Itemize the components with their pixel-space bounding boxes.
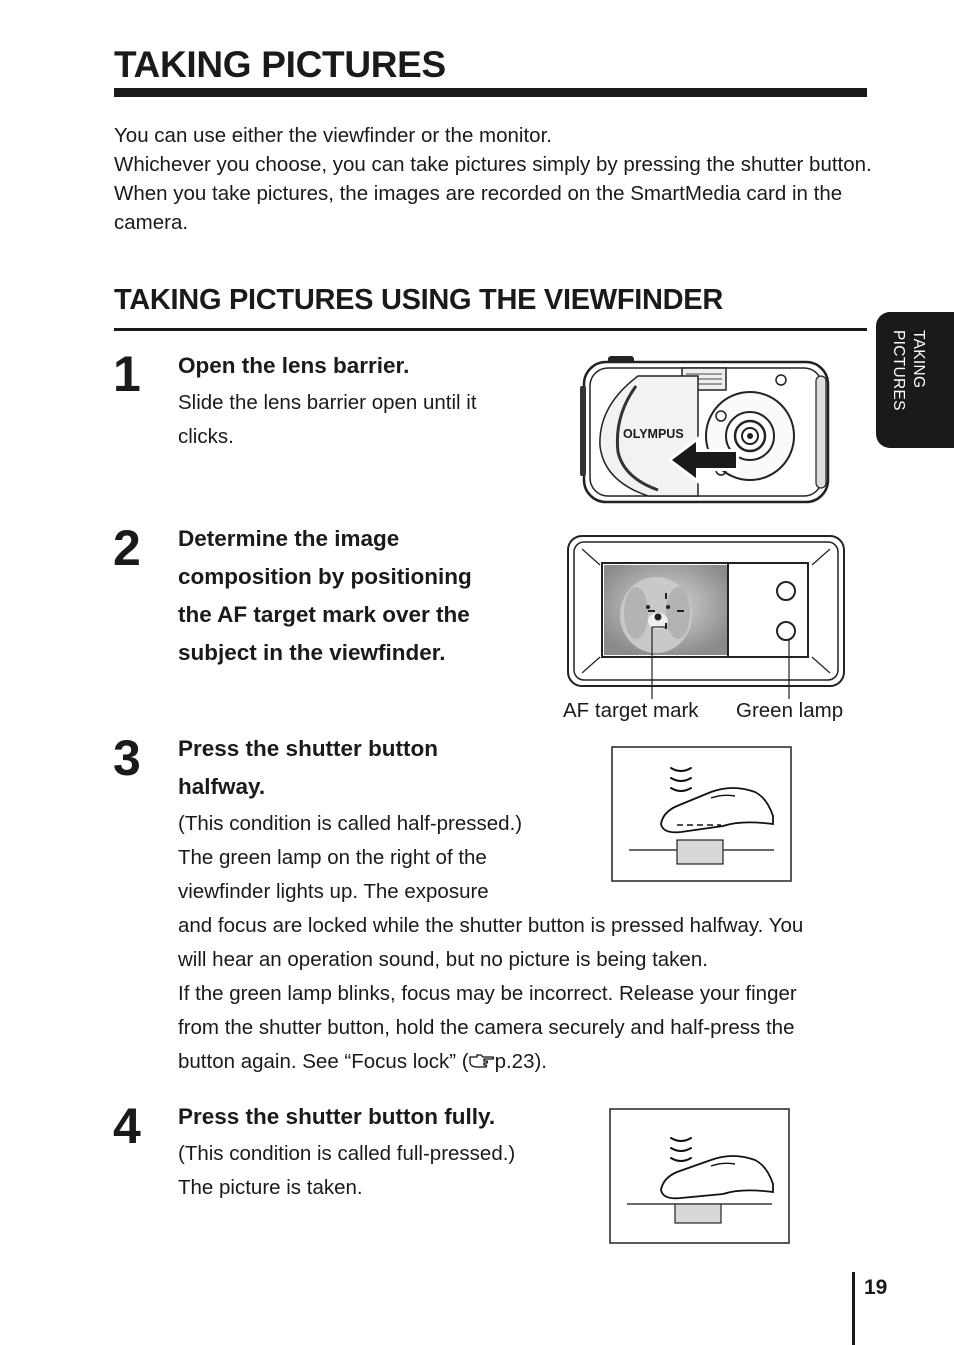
step-2-heading-line: Determine the image xyxy=(178,526,400,551)
intro-text xyxy=(114,121,874,237)
camera-brand-logo: OLYMPUS xyxy=(623,427,684,441)
step-2-number: 2 xyxy=(113,520,141,576)
step-3-heading xyxy=(178,730,438,806)
step-3-heading-line: halfway. xyxy=(178,774,266,799)
step-2-heading xyxy=(178,520,472,672)
focus-lock-page-ref: p.23). xyxy=(494,1050,547,1073)
page-number-rule xyxy=(852,1272,855,1345)
side-tab-line: TAKING xyxy=(910,330,927,389)
page-number: 19 xyxy=(864,1276,888,1299)
side-tab-label xyxy=(888,330,928,411)
section-rule xyxy=(114,328,867,331)
camera-illustration xyxy=(578,356,834,508)
step-1-heading: Open the lens barrier. xyxy=(178,353,410,378)
step-1-body xyxy=(178,386,477,454)
caption-af-target-mark: AF target mark xyxy=(563,699,699,722)
half-press-illustration xyxy=(611,746,792,882)
step-3-body-line: from the shutter button, hold the camera securely and half-press the xyxy=(178,1016,795,1039)
intro-paragraph: Whichever you choose, you can take pictures simply by pressing the shutter button. xyxy=(114,153,872,176)
step-3-body-line: viewfinder lights up. The exposure xyxy=(178,880,489,903)
step-3-body-line xyxy=(178,1045,868,1079)
side-tab-line: PICTURES xyxy=(890,330,907,411)
step-1-body-line: clicks. xyxy=(178,425,234,448)
full-press-illustration xyxy=(609,1108,790,1244)
intro-paragraph: You can use either the viewfinder or the monitor. xyxy=(114,124,552,147)
step-3-body-line: and focus are locked while the shutter button is pressed halfway. You xyxy=(178,914,804,937)
intro-paragraph: When you take pictures, the images are recorded on the SmartMedia card in the camera. xyxy=(114,182,843,234)
step-3-body-line: If the green lamp blinks, focus may be incorrect. Release your finger xyxy=(178,982,797,1005)
step-2-heading-line: the AF target mark over the xyxy=(178,602,470,627)
step-4-heading: Press the shutter button fully. xyxy=(178,1104,496,1129)
step-3-body-line: (This condition is called half-pressed.) xyxy=(178,812,523,835)
step-4-number: 4 xyxy=(113,1098,141,1154)
step-3-body-line: The green lamp on the right of the xyxy=(178,846,487,869)
title-rule xyxy=(114,88,867,97)
step-4-body-line: The picture is taken. xyxy=(178,1176,363,1199)
green-lamp-indicator xyxy=(777,582,795,600)
step-2-heading-line: subject in the viewfinder. xyxy=(178,640,446,665)
step-3-heading-line: Press the shutter button xyxy=(178,736,439,761)
step-1-number: 1 xyxy=(113,346,141,402)
step-3-number: 3 xyxy=(113,730,141,786)
step-4-body-line: (This condition is called full-pressed.) xyxy=(178,1142,516,1165)
step-1-body-line: Slide the lens barrier open until it xyxy=(178,391,477,414)
step-2-heading-line: composition by positioning xyxy=(178,564,472,589)
viewfinder-illustration xyxy=(564,533,848,699)
page-title: TAKING PICTURES xyxy=(114,44,446,85)
step-3-body-line: will hear an operation sound, but no picture is being taken. xyxy=(178,948,708,971)
section-title: TAKING PICTURES USING THE VIEWFINDER xyxy=(114,284,723,316)
focus-lock-reference: button again. See “Focus lock” ( xyxy=(178,1050,469,1073)
caption-green-lamp: Green lamp xyxy=(736,699,844,722)
step-4-body xyxy=(178,1137,515,1205)
side-tab xyxy=(876,312,954,448)
pointing-hand-icon xyxy=(469,1053,495,1069)
